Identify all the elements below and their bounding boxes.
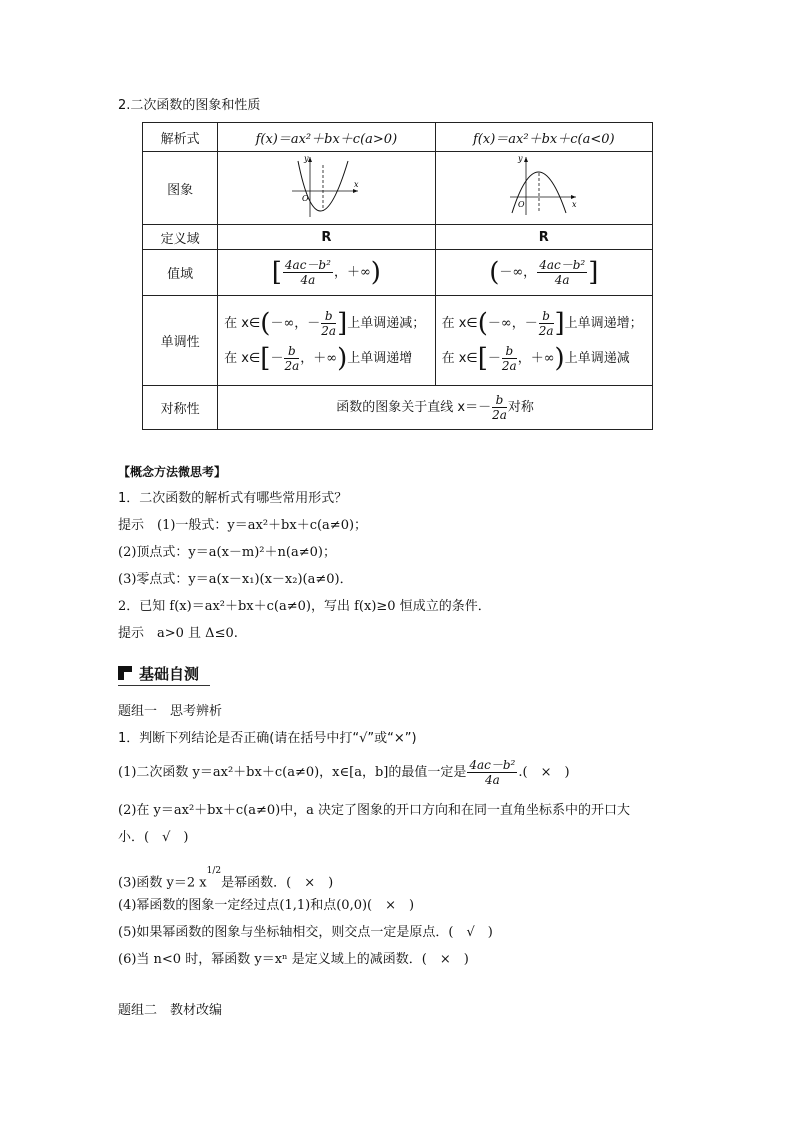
symmetry-fraction-denominator: 2a (492, 408, 507, 422)
mono-prefix: 在 x∈ (224, 350, 261, 366)
graph-negative-cell (435, 152, 652, 225)
mono-fraction-numerator: b (539, 309, 554, 324)
graph-y-label: y (304, 154, 309, 163)
mono-fraction-numerator: b (321, 309, 336, 324)
domain-label-cell: 定义域 (143, 225, 218, 250)
item-1-text: (1)二次函数 y＝ax²＋bx＋c(a≠0)，x∈[a，b]的最值一定是 (118, 765, 467, 780)
domain-positive-cell: R (218, 225, 435, 250)
graph-y-label: y (517, 154, 523, 163)
monotonicity-label-cell: 单调性 (143, 296, 218, 386)
mono-fraction-numerator: b (502, 344, 517, 359)
mono-text: 上单调递减； (347, 315, 426, 331)
quadratic-properties-table (142, 122, 653, 430)
range-negative-numerator: 4ac－b² (539, 258, 586, 272)
section-banner (118, 662, 210, 688)
symmetry-fraction-numerator: b (492, 393, 507, 408)
item-1-fraction-denominator: 4a (484, 773, 500, 787)
downward-parabola-graph (504, 153, 584, 219)
item-2-line-1: (2)在 y＝ax²＋bx＋c(a≠0)中，a 决定了图象的开口方向和在同一直角坐标系中的开口大 (118, 803, 631, 818)
think-question-1: 1．二次函数的解析式有哪些常用形式？ (118, 491, 348, 506)
mono-prefix: 在 x∈ (441, 350, 478, 366)
mono-fraction-numerator: b (284, 344, 299, 359)
graph-row (143, 152, 653, 225)
group-2-title: 题组二 教材改编 (118, 1003, 223, 1018)
monotonicity-positive-line-1: 在 x∈(－∞，－ $\frac{b}{2a}$ ]上单调递减； (224, 308, 426, 338)
item-1 (118, 758, 570, 788)
table-header-row (143, 123, 653, 152)
section-title: 基础自测 (139, 665, 200, 683)
item-5: (5)如果幂函数的图象与坐标轴相交，则交点一定是原点．( √ ) (118, 925, 493, 940)
range-positive-cell: [ $\frac{\text{4ac－b²}}{4a}$ ，＋∞) (218, 250, 435, 296)
range-positive-numerator: 4ac－b² (284, 258, 331, 272)
range-label-cell: 值域 (143, 250, 218, 296)
think-answer-1-line-3: (3)零点式：y＝a(x－x₁)(x－x₂)(a≠0)． (118, 572, 353, 587)
mono-interval-start: －∞，－ (487, 315, 538, 331)
graph-origin-label: O (302, 194, 309, 203)
think-answer-2: 提示 a>0 且 Δ≤0. (118, 626, 238, 641)
think-answer-1-line-2: (2)顶点式：y＝a(x－m)²＋n(a≠0)； (118, 545, 336, 560)
range-positive-tail: ，＋∞ (333, 265, 371, 280)
think-title: 【概念方法微思考】 (118, 465, 227, 479)
symmetry-suffix: 对称 (507, 400, 534, 415)
banner-underline (118, 685, 210, 686)
monotonicity-negative-line-2: 在 x∈[－ $\frac{b}{2a}$ ，＋∞)上单调递减 (441, 343, 630, 373)
mono-text: 上单调递增 (347, 350, 413, 366)
item-4: (4)幂函数的图象一定经过点(1,1)和点(0,0)( × ) (118, 898, 415, 913)
mono-fraction-denominator: 2a (501, 358, 517, 373)
mono-interval-end: ，＋∞ (300, 350, 338, 366)
mono-text: 上单调递减 (564, 350, 630, 366)
range-negative-head: －∞， (499, 265, 537, 280)
symmetry-row (143, 386, 653, 430)
group-1-title: 题组一 思考辨析 (118, 704, 223, 719)
item-3-text: (3)函数 y＝2 x (118, 875, 207, 891)
header-negative-cell: f(x)＝ax²＋bx＋c(a<0) (435, 123, 652, 152)
monotonicity-negative-cell (435, 296, 652, 386)
symmetry-label-cell: 对称性 (143, 386, 218, 430)
think-answer-1-line-1: 提示 (1)一般式：y＝ax²＋bx＋c(a≠0)； (118, 518, 368, 533)
mono-fraction-denominator: 2a (284, 358, 300, 373)
graph-x-label: x (354, 180, 359, 189)
mono-prefix: 在 x∈ (441, 315, 478, 331)
range-negative-denominator: 4a (554, 273, 570, 287)
range-negative-cell: (－∞， $\frac{\text{4ac－b²}}{4a}$ ] (435, 250, 652, 296)
item-1-answer: .( × ) (518, 765, 570, 780)
monotonicity-negative-line-1: 在 x∈(－∞，－ $\frac{b}{2a}$ ]上单调递增； (441, 308, 643, 338)
domain-row (143, 225, 653, 250)
graph-label-cell: 图象 (143, 152, 218, 225)
graph-origin-label: O (517, 200, 525, 209)
monotonicity-positive-line-2: 在 x∈[－ $\frac{b}{2a}$ ，＋∞)上单调递增 (224, 343, 413, 373)
mono-text: 上单调递增； (564, 315, 643, 331)
item-3-answer: 是幂函数．( × ) (221, 875, 334, 891)
item-2-line-2: 小．( √ ) (118, 830, 189, 845)
mono-fraction-denominator: 2a (321, 323, 337, 338)
monotonicity-positive-cell (218, 296, 435, 386)
item-3 (118, 866, 334, 892)
item-6: (6)当 n<0 时，幂函数 y＝xⁿ 是定义域上的减函数．( × ) (118, 952, 469, 967)
mono-interval-start: －∞，－ (270, 315, 321, 331)
item-1-fraction-numerator: 4ac－b² (469, 758, 516, 772)
symmetry-prefix: 函数的图象关于直线 x＝－ (336, 400, 492, 415)
mono-interval-start: － (270, 350, 284, 366)
graph-x-label: x (571, 200, 577, 209)
monotonicity-row (143, 296, 653, 386)
mono-interval-end: ，＋∞ (517, 350, 555, 366)
symmetry-value-cell (218, 386, 653, 430)
section-heading: 2.二次函数的图象和性质 (118, 98, 261, 113)
mono-fraction-denominator: 2a (538, 323, 554, 338)
header-positive-cell: f(x)＝ax²＋bx＋c(a>0) (218, 123, 435, 152)
mono-interval-start: － (487, 350, 501, 366)
domain-negative-cell: R (435, 225, 652, 250)
header-label-cell: 解析式 (143, 123, 218, 152)
group-1-question: 1．判断下列结论是否正确(请在括号中打“√”或“×”) (118, 731, 417, 746)
item-3-exponent: 1/2 (206, 866, 222, 876)
mono-prefix: 在 x∈ (224, 315, 261, 331)
upward-parabola-graph (286, 153, 366, 219)
think-question-2: 2．已知 f(x)＝ax²＋bx＋c(a≠0)，写出 f(x)≥0 恒成立的条件． (118, 599, 491, 614)
graph-positive-cell (218, 152, 435, 225)
range-row (143, 250, 653, 296)
range-positive-denominator: 4a (300, 273, 316, 287)
